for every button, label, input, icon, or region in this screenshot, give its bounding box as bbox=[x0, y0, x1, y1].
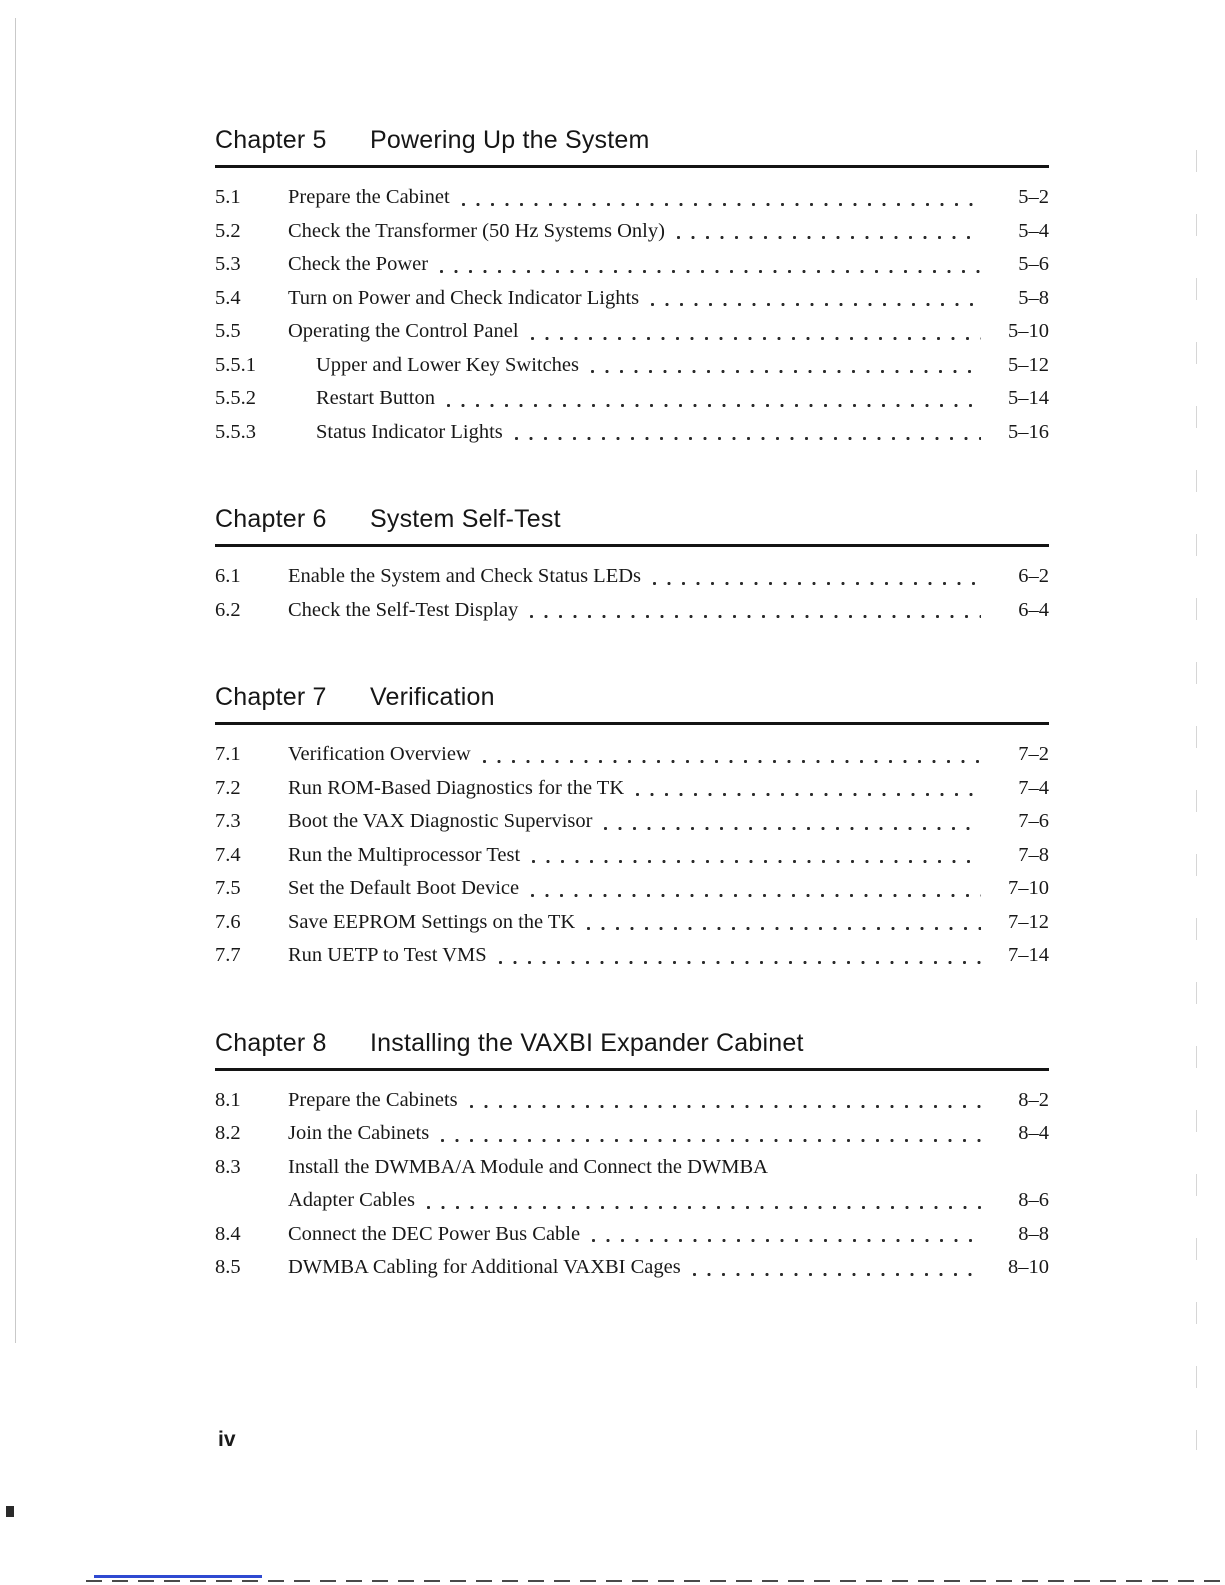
entry-page: 8–10 bbox=[1008, 1256, 1049, 1278]
chapter-heading bbox=[215, 505, 1049, 547]
entry-title: Save EEPROM Settings on the TK bbox=[288, 910, 576, 933]
chapter-label: Chapter 7 bbox=[215, 683, 327, 711]
entry-title: Prepare the Cabinet bbox=[288, 186, 450, 208]
toc-entry bbox=[215, 594, 1049, 628]
dot-leader bbox=[531, 337, 981, 340]
entry-number: 5.3 bbox=[215, 253, 241, 275]
toc-entry bbox=[215, 906, 1049, 940]
entry-title: Run UETP to Test VMS bbox=[288, 944, 487, 966]
entry-number: 7.5 bbox=[215, 877, 241, 899]
dot-leader bbox=[532, 860, 981, 863]
dot-leader bbox=[636, 793, 981, 796]
entry-title: Join the Cabinets bbox=[288, 1122, 430, 1144]
toc-entry-sub bbox=[215, 349, 1049, 383]
entry-title-line2: Adapter Cables bbox=[288, 1189, 415, 1211]
dot-leader bbox=[447, 404, 981, 407]
dot-leader bbox=[677, 236, 981, 239]
entry-page: 8–6 bbox=[1018, 1189, 1049, 1211]
entry-title: Connect the DEC Power Bus Cable bbox=[288, 1222, 581, 1245]
entry-number: 8.2 bbox=[215, 1122, 241, 1144]
chapter-section-7 bbox=[215, 683, 1049, 973]
dot-leader bbox=[440, 270, 981, 273]
entry-page: 7–12 bbox=[1008, 910, 1049, 933]
entry-title: Operating the Control Panel bbox=[288, 320, 519, 342]
dot-leader bbox=[531, 894, 981, 897]
entry-title: Boot the VAX Diagnostic Supervisor bbox=[288, 810, 593, 832]
scan-left-edge-line bbox=[15, 18, 16, 1343]
toc-entry-multiline bbox=[215, 1151, 1049, 1218]
table-of-contents bbox=[215, 126, 1049, 1285]
entry-title: Check the Transformer (50 Hz Systems Only) bbox=[288, 219, 665, 242]
toc-entry-sub bbox=[215, 382, 1049, 416]
dot-leader bbox=[483, 760, 981, 763]
entry-title: Verification Overview bbox=[288, 743, 471, 765]
dot-leader bbox=[604, 827, 981, 830]
entry-number: 5.5 bbox=[215, 320, 241, 342]
chapter-title: Powering Up the System bbox=[370, 126, 650, 154]
dot-leader bbox=[515, 437, 981, 440]
entry-title: Turn on Power and Check Indicator Lights bbox=[288, 286, 640, 309]
chapter-label: Chapter 6 bbox=[215, 505, 327, 533]
dot-leader bbox=[587, 927, 981, 930]
dot-leader bbox=[651, 303, 981, 306]
chapter-title: Installing the VAXBI Expander Cabinet bbox=[370, 1028, 804, 1057]
entry-title: Run the Multiprocessor Test bbox=[288, 843, 521, 866]
entry-page: 5–16 bbox=[1008, 420, 1049, 443]
entry-number: 7.2 bbox=[215, 776, 241, 799]
toc-entry bbox=[215, 839, 1049, 873]
entry-page: 6–2 bbox=[1018, 565, 1049, 587]
chapter-entries bbox=[215, 560, 1049, 627]
entry-title: Check the Self-Test Display bbox=[288, 598, 519, 621]
chapter-heading bbox=[215, 1029, 1049, 1071]
toc-entry bbox=[215, 315, 1049, 349]
entry-number: 8.4 bbox=[215, 1222, 241, 1245]
entry-page: 8–8 bbox=[1018, 1222, 1049, 1245]
entry-page: 8–4 bbox=[1018, 1122, 1049, 1144]
entry-page: 6–4 bbox=[1018, 598, 1049, 621]
dot-leader bbox=[530, 615, 981, 618]
chapter-title: Verification bbox=[370, 683, 495, 711]
entry-number: 8.1 bbox=[215, 1088, 241, 1111]
scan-bottom-edge-dashes bbox=[86, 1580, 1225, 1582]
scan-blue-line bbox=[94, 1575, 262, 1578]
entry-number: 8.5 bbox=[215, 1256, 241, 1278]
entry-number: 7.3 bbox=[215, 810, 241, 832]
chapter-section-8 bbox=[215, 1029, 1049, 1285]
entry-title: Run ROM-Based Diagnostics for the TK bbox=[288, 776, 625, 799]
entry-page: 5–14 bbox=[1008, 387, 1049, 409]
entry-page: 5–6 bbox=[1018, 253, 1049, 275]
toc-entry bbox=[215, 772, 1049, 806]
toc-entry-sub bbox=[215, 416, 1049, 450]
dot-leader bbox=[591, 370, 981, 373]
toc-entry bbox=[215, 248, 1049, 282]
entry-page: 5–8 bbox=[1018, 286, 1049, 309]
toc-entry bbox=[215, 805, 1049, 839]
entry-body bbox=[288, 1151, 1049, 1218]
entry-number: 7.4 bbox=[215, 843, 241, 866]
toc-entry bbox=[215, 215, 1049, 249]
entry-number: 5.4 bbox=[215, 286, 241, 309]
toc-entry bbox=[215, 1084, 1049, 1118]
entry-number: 6.1 bbox=[215, 565, 241, 587]
entry-page: 5–10 bbox=[1008, 320, 1049, 342]
entry-number: 5.5.2 bbox=[215, 387, 256, 409]
chapter-section-5 bbox=[215, 126, 1049, 449]
toc-entry bbox=[215, 560, 1049, 594]
entry-page: 7–2 bbox=[1018, 743, 1049, 765]
entry-page: 5–2 bbox=[1018, 186, 1049, 208]
entry-page: 7–6 bbox=[1018, 810, 1049, 832]
dot-leader bbox=[693, 1273, 981, 1276]
toc-entry bbox=[215, 1218, 1049, 1252]
entry-page: 7–14 bbox=[1008, 944, 1049, 966]
entry-title-line1: Install the DWMBA/A Module and Connect the DWMBA bbox=[288, 1155, 768, 1178]
entry-title: Status Indicator Lights bbox=[316, 420, 503, 443]
entry-page: 7–8 bbox=[1018, 843, 1049, 866]
entry-page: 7–10 bbox=[1008, 877, 1049, 899]
toc-entry bbox=[215, 872, 1049, 906]
toc-entry bbox=[215, 181, 1049, 215]
entry-page: 5–12 bbox=[1008, 353, 1049, 376]
scan-corner-mark bbox=[6, 1506, 14, 1517]
chapter-entries bbox=[215, 1084, 1049, 1285]
entry-page: 8–2 bbox=[1018, 1088, 1049, 1111]
entry-number: 5.1 bbox=[215, 186, 241, 208]
toc-entry bbox=[215, 738, 1049, 772]
toc-entry bbox=[215, 1251, 1049, 1285]
entry-title: Upper and Lower Key Switches bbox=[316, 353, 580, 376]
entry-number: 6.2 bbox=[215, 598, 241, 621]
dot-leader bbox=[470, 1105, 981, 1108]
chapter-section-6 bbox=[215, 505, 1049, 627]
chapter-entries bbox=[215, 738, 1049, 973]
entry-number: 7.1 bbox=[215, 743, 241, 765]
dot-leader bbox=[462, 203, 981, 206]
entry-title: Restart Button bbox=[316, 387, 436, 409]
toc-entry bbox=[215, 939, 1049, 973]
entry-number: 7.6 bbox=[215, 910, 241, 933]
chapter-heading bbox=[215, 683, 1049, 725]
entry-title: DWMBA Cabling for Additional VAXBI Cages bbox=[288, 1256, 681, 1278]
chapter-title: System Self-Test bbox=[370, 505, 561, 533]
entry-number: 5.5.1 bbox=[215, 353, 256, 376]
entry-title: Enable the System and Check Status LEDs bbox=[288, 565, 641, 587]
dot-leader bbox=[441, 1139, 981, 1142]
dot-leader bbox=[592, 1239, 981, 1242]
entry-page: 5–4 bbox=[1018, 219, 1049, 242]
entry-title: Set the Default Boot Device bbox=[288, 877, 520, 899]
chapter-entries bbox=[215, 181, 1049, 449]
chapter-label: Chapter 8 bbox=[215, 1028, 327, 1057]
toc-entry bbox=[215, 282, 1049, 316]
toc-entry bbox=[215, 1117, 1049, 1151]
dot-leader bbox=[653, 582, 981, 585]
entry-number: 7.7 bbox=[215, 944, 241, 966]
dot-leader bbox=[499, 961, 981, 964]
entry-title: Prepare the Cabinets bbox=[288, 1088, 458, 1111]
scan-right-edge-marks bbox=[1196, 150, 1197, 1450]
entry-page: 7–4 bbox=[1018, 776, 1049, 799]
chapter-label: Chapter 5 bbox=[215, 126, 327, 154]
chapter-heading bbox=[215, 126, 1049, 168]
entry-number: 8.3 bbox=[215, 1155, 241, 1178]
page-number: iv bbox=[218, 1428, 236, 1451]
entry-number: 5.2 bbox=[215, 219, 241, 242]
entry-title: Check the Power bbox=[288, 253, 429, 275]
entry-title-line2-row bbox=[288, 1184, 1049, 1218]
dot-leader bbox=[427, 1206, 981, 1209]
entry-number: 5.5.3 bbox=[215, 420, 256, 443]
